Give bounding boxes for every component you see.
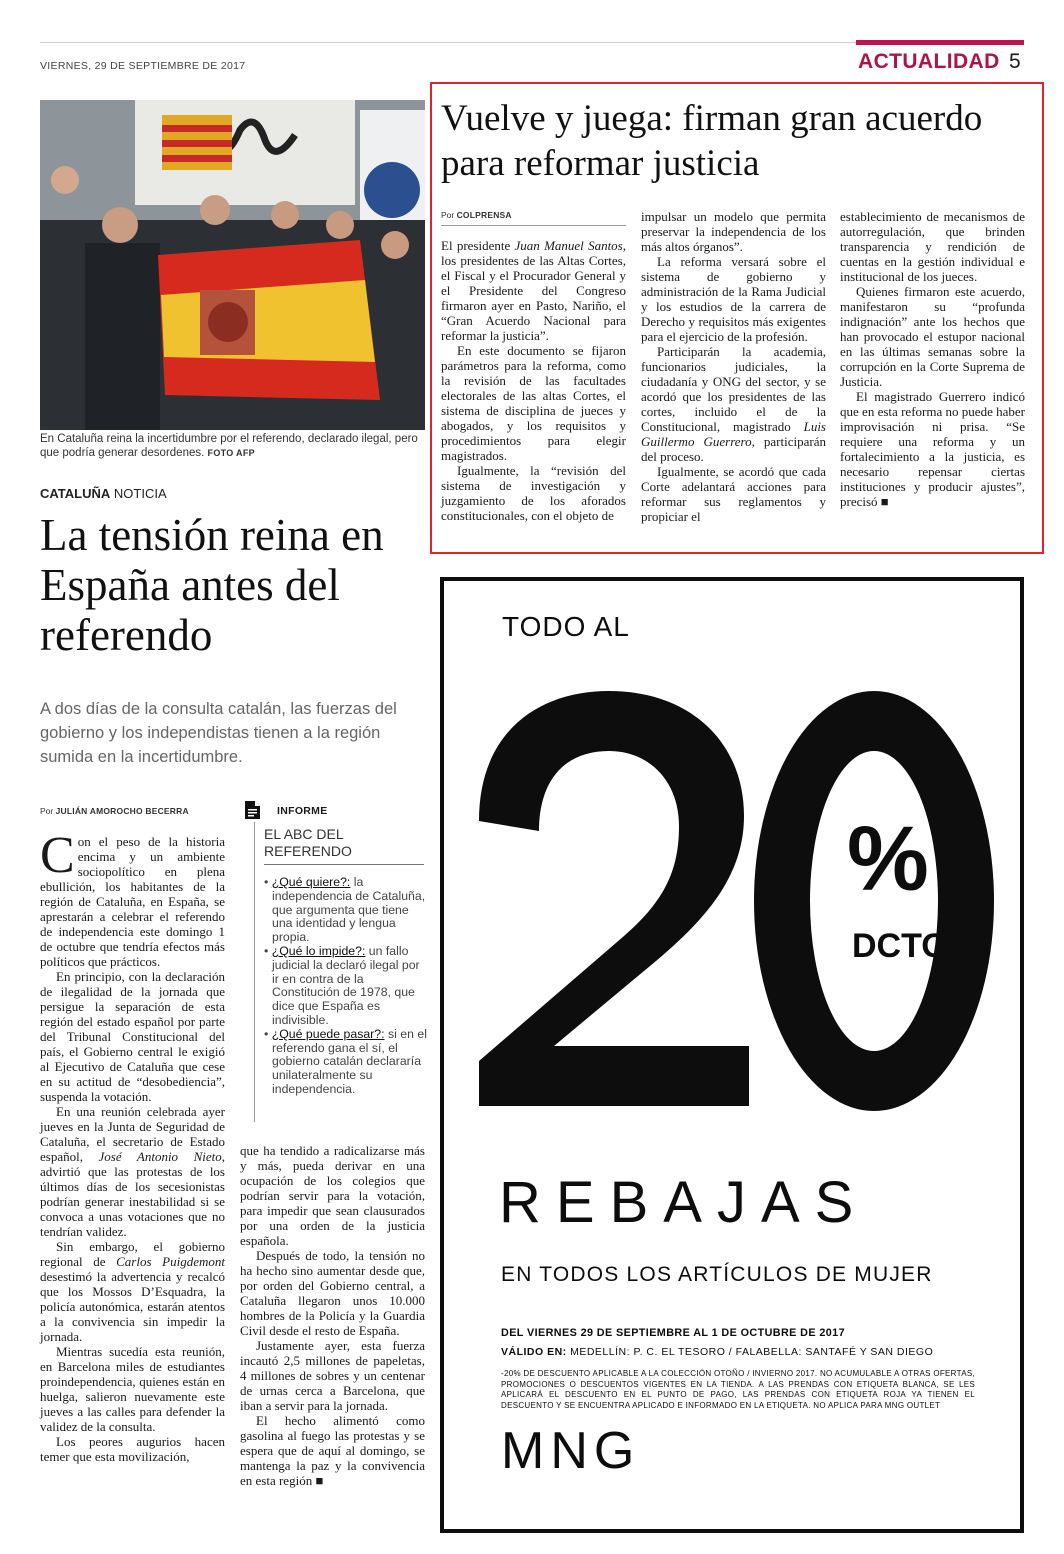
issue-date: VIERNES, 29 DE SEPTIEMBRE DE 2017 <box>40 60 246 72</box>
informe-divider <box>254 822 255 1122</box>
byline-author: COLPRENSA <box>456 210 512 220</box>
paragraph-text: El magistrado Guerrero indicó que en esta reforma no puede haber improvisación ni prisa. “Se requiere una reforma y un fortalecimiento a la justicia, es necesario repensar ciertas instituciones y producir ajustes”, precisó <box>840 389 1025 509</box>
informe-answer: si en el referendo gana el sí, el gobierno catalán declararía unilateralmente su independencia. <box>272 1026 427 1096</box>
informe-question: ¿Qué puede pasar?: <box>271 1026 385 1041</box>
paragraph: Mientras sucedía esta reunión, en Barcelona miles de estudiantes proindependencia, quienes están en huelga, salieron nuevamente este jueves a las calles para defender la validez de la consulta. <box>40 1344 225 1434</box>
ad-rebajas: REBAJAS <box>499 1170 869 1235</box>
paragraph <box>240 1413 425 1488</box>
end-mark: ■ <box>880 494 889 509</box>
paragraph-text: Sin embargo, el gobierno regional de <box>40 1239 225 1269</box>
paragraph: impulsar un modelo que permita preservar la independencia de los más altos órganos”. <box>641 209 826 254</box>
paragraph: Justamente ayer, esta fuerza incautó 2,5 millones de papeletas, 4 millones de sobres y un centenar de urnas cerca a Barcelona, que iban a servir para la jornada. <box>240 1338 425 1413</box>
ad-big-number-graphic <box>444 581 1020 1181</box>
ad-valid-text: MEDELLÍN: P. C. EL TESORO / FALABELLA: SANTAFÉ Y SAN DIEGO <box>566 1346 934 1358</box>
article-deck: A dos días de la consulta catalán, las fuerzas del gobierno y los independistas tienen a la región sumida en la incertidumbre. <box>40 700 397 766</box>
drop-cap: C <box>40 827 75 884</box>
byline-author: JULIÁN AMOROCHO BECERRA <box>55 806 189 816</box>
paragraph: Los peores augurios hacen temer que esta movilización, <box>40 1434 225 1464</box>
paragraph-text: , los presidentes de las Altas Cortes, el Fiscal y el Procurador General y el Presidente del Congreso firmaron ayer en Pasto, Nariño, el “Gran Acuerdo Nacional para reformar la justicia”. <box>441 238 626 343</box>
informe-list <box>262 876 427 1097</box>
byline-rule <box>441 225 626 226</box>
photo-caption-text: En Cataluña reina la incertidumbre por el referendo, declarado ilegal, pero que podría generar desordenes. <box>40 433 418 459</box>
informe-item: • ¿Qué puede pasar?: si en el referendo gana el sí, el gobierno catalán declararía unilateralmente su independencia. <box>264 1026 427 1096</box>
ad-percent: % <box>847 808 929 910</box>
informe-answer: la independencia de Cataluña, que argumenta que tiene una identidad y lengua propia. <box>272 875 426 945</box>
article-kicker <box>40 486 167 501</box>
ad-dcto: DCTO. <box>852 927 958 965</box>
paragraph-text: , advirtió que las protestas de los últimos días de los secesionistas podrían generar inestabilidad si se convoca a unas votaciones que no tendrían validez. <box>40 1149 225 1239</box>
informe-question: ¿Qué lo impide?: <box>271 943 366 958</box>
paragraph-text: on el peso de la historia encima y un ambiente sociopolítico en plena ebullición, los habitantes de la región de Cataluña, en España, se aprestarán a celebrar el referendo de independencia este domingo 1 de octubre que tendría efectos más políticos que prácticos. <box>40 834 225 969</box>
page-number: 5 <box>1009 50 1021 73</box>
section-label: ACTUALIDAD <box>858 50 1000 73</box>
byline <box>40 806 189 816</box>
secondary-column-2 <box>641 209 826 524</box>
person-name: Juan Manuel Santos <box>514 238 623 253</box>
paragraph <box>40 827 225 969</box>
news-photo <box>40 100 425 430</box>
paragraph <box>641 344 826 464</box>
section-accent-bar <box>856 40 1024 45</box>
paragraph: En principio, con la declaración de ilegalidad de la jornada que persigue la separación de esta región del estado español por parte del Tribunal Constitucional del país, el Gobierno central le exigió al Ejecutivo de Cataluña que cese en su actitud de “desobediencia”, suspenda la votación. <box>40 969 225 1104</box>
paragraph: Quienes firmaron este acuerdo, manifestaron su “profunda indignación” ante los hechos que han provocado el estupor nacional en las últimas semanas sobre la corrupción en la Corte Suprema de Justicia. <box>840 284 1025 389</box>
mng-logo: MNG <box>501 1422 641 1480</box>
person-name: José Antonio Nieto <box>98 1149 222 1164</box>
paragraph <box>441 238 626 343</box>
photo-caption <box>40 432 420 460</box>
paragraph: Igualmente, se acordó que cada Corte adelantará acciones para reformar sus reglamentos y propiciar el <box>641 464 826 524</box>
informe-title: EL ABC DEL REFERENDO <box>264 826 424 865</box>
secondary-column-1 <box>441 238 626 523</box>
paragraph-text: El hecho alimentó como gasolina al fuego las protestas y se espera que de aquí al domingo, se mantenga la paz y la convivencia en esta región <box>240 1413 425 1488</box>
headline: La tensión reina en España antes del referendo <box>40 510 384 660</box>
article-column-2 <box>240 1143 425 1488</box>
article-column-1 <box>40 827 225 1464</box>
advertisement[interactable] <box>440 577 1024 1533</box>
ad-valid-locations <box>501 1346 933 1358</box>
informe-answer: un fallo judicial la declaró ilegal por ir en contra de la Constitución de 1978, que dice que España es indivisible. <box>272 943 420 1027</box>
person-name: Luis Guillermo Guerrero <box>641 419 826 449</box>
paragraph <box>840 389 1025 509</box>
paragraph: Después de todo, la tensión no ha hecho sino aumentar desde que, por orden del Gobierno central, a Cataluña llegaron unos 10.000 hombres de la Policía y la Guardia Civil desde el resto de España. <box>240 1248 425 1338</box>
byline-prefix: Por <box>40 806 56 816</box>
informe-label: INFORME <box>277 805 328 817</box>
paragraph: que ha tendido a radicalizarse más y más, pueda derivar en una ocupación de los colegios que podrían servir para la votación, para impedir que sean clausurados por una orden de la justicia española. <box>240 1143 425 1248</box>
paragraph <box>40 1239 225 1344</box>
ad-dates: DEL VIERNES 29 DE SEPTIEMBRE AL 1 DE OCTUBRE DE 2017 <box>501 1327 845 1339</box>
paragraph: La reforma versará sobre el sistema de gobierno y administración de la Rama Judicial y los estudios de la carrera de Derecho y requisitos más exigentes para el ejercicio de la profesión. <box>641 254 826 344</box>
paragraph: establecimiento de mecanismos de autorregulación, que brinden transparencia y rendición de cuentas en la gestión individual e institucional de los jueces. <box>840 209 1025 284</box>
secondary-column-3 <box>840 209 1025 509</box>
protest-photo-illustration <box>40 100 425 430</box>
informe-item: • ¿Qué lo impide?: un fallo judicial la declaró ilegal por ir en contra de la Constitución de 1978, que dice que España es indivisible. <box>264 943 420 1027</box>
kicker-type: NOTICIA <box>110 486 167 501</box>
ad-todo-al: TODO AL <box>502 611 630 642</box>
paragraph <box>40 1104 225 1239</box>
ad-valid-label: VÁLIDO EN: <box>501 1346 567 1358</box>
paragraph: En este documento se fijaron parámetros para la reforma, como la revisión de las facultades electorales de las altas Cortes, el sistema de disciplina de jueces y abogados, y los requisitos y procedimientos para elegir magistrados. <box>441 343 626 463</box>
secondary-headline: Vuelve y juega: firman gran acuerdo para reformar justicia <box>441 98 983 184</box>
document-icon <box>244 801 260 819</box>
paragraph-text: Participarán la academia, funcionarios judiciales, la ciudadanía y ONG del sector, y se acordó que los presidentes de las cortes, incluido el de la Constitucional, magistrado <box>641 344 826 434</box>
secondary-byline <box>441 210 512 220</box>
informe-item: • ¿Qué quiere?: la independencia de Cataluña, que argumenta que tiene una identidad y lengua propia. <box>264 875 426 945</box>
person-name: Carlos Puigdemont <box>116 1254 225 1269</box>
kicker-section: CATALUÑA <box>40 486 111 501</box>
photo-credit: FOTO AFP <box>207 448 255 458</box>
end-mark: ■ <box>315 1473 324 1488</box>
paragraph-text: El presidente <box>441 238 515 253</box>
ad-articulos: EN TODOS LOS ARTÍCULOS DE MUJER <box>501 1263 933 1286</box>
byline-prefix: Por <box>441 210 457 220</box>
paragraph-text: desestimó la advertencia y recalcó que los Mossos D’Esquadra, la policía autonómica, estarán atentos a la convivencia sin impedir la jornada. <box>40 1269 225 1344</box>
paragraph: Igualmente, la “revisión del sistema de investigación y juzgamiento de los aforados constitucionales, con el objeto de <box>441 463 626 523</box>
paragraph-text: En una reunión celebrada ayer jueves en la Junta de Seguridad de Cataluña, el secretario de Estado español, <box>40 1104 225 1164</box>
paragraph-text: , participarán del proceso. <box>641 434 826 464</box>
ad-legal-text: -20% DE DESCUENTO APLICABLE A LA COLECCIÓN OTOÑO / INVIERNO 2017. NO ACUMULABLE A OTRAS OFERTAS, PROMOCIONES O DESCUENTOS VIGENTES EN LA TIENDA. A LAS PRENDAS CON ETIQUETA BLANCA, SE LES APLICARÁ EL DESCUENTO EN EL PUNTO DE PAGO, LAS PRENDAS CON ETIQUETA ROJA YA TIENEN EL DESCUENTO Y SE ENCUENTRA APLICADO E INFORMADO EN LA ETIQUETA. NO APLICA PARA MNG OUTLET <box>501 1369 975 1410</box>
informe-question: ¿Qué quiere?: <box>271 875 351 889</box>
